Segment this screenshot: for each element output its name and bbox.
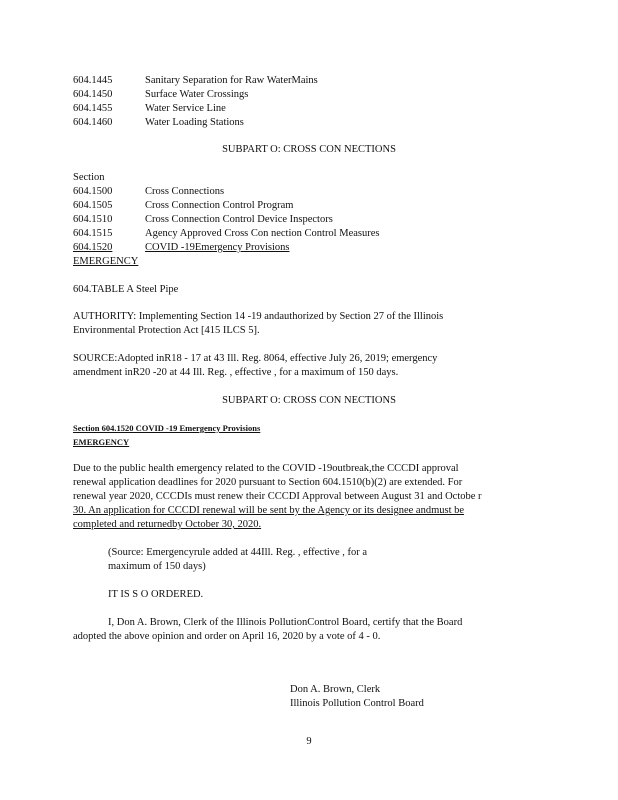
ordered-line: IT IS S O ORDERED. [108,589,204,600]
section-heading: Section 604.1520 COVID -19 Emergency Provisions [73,423,261,433]
table-line: 604.TABLE A Steel Pipe [73,284,179,295]
emergency-label: EMERGENCY [73,256,139,267]
document-page: 604.1445 Sanitary Separation for Raw WaterMains 604.1450 Surface Water Crossings 604.1455 Water Service Line 604.1460 Water Loading Stations SUBPART O: CROSS CON NECTIONS Section 604.1500 Cross Connections 604.1505 Cross Connection Control Program 604.1510 Cross Connection Control Device Inspectors 604.1515 Agency Approved Cross Con nection Control Measures 604.1520 COVID -19Emergency Provisions EMERGENCY 604.TABLE A Steel Pipe AUTHORITY: Implementing Section 14 -19 andauthorized by Section 27 of the Illinois Environmental Protection Act [415 ILCS 5]. SOURCE:Adopted inR18 - 17 at 43 Ill. Reg. 8064, effective July 26, 2019; emergency amendment inR20 -20 at 44 Ill. Reg. , effective , for a maximum of 150 days. SUBPART O: CROSS CON NECTIONS Section 604.1520 COVID -19 Emergency Provisions EMERGENCY Due to the public health emergency related to the COVID -19outbreak,the CCCDI approval renewal application deadlines for 2020 pursuant to Section 604.1510(b)(2) are extended. For renewal year 2020, CCCDIs must renew their CCCDI Approval between August 31 and Octobe r 30. An application for CCCDI renewal will be sent by the Agency or its designee andmust be completed and returnedby October 30, 2020. (Source: Emergencyrule added at 44Ill. Reg. , effective , for a maximum of 150 days) IT IS S O ORDERED. I, Don A. Brown, Clerk of the Illinois PollutionControl Board, certify that the Board adopted the above opinion and order on April 16, 2020 by a vote of 4 - 0. Don A. Brown, Clerk Illinois Pollution Control Board 9 [0,0,618,800]
page-number: 9 [306,736,312,747]
emergency-label: EMERGENCY [73,437,130,447]
section-label: Section [73,172,105,183]
subpart-heading: SUBPART O: CROSS CON NECTIONS [222,144,396,155]
subpart-heading: SUBPART O: CROSS CON NECTIONS [222,395,396,406]
